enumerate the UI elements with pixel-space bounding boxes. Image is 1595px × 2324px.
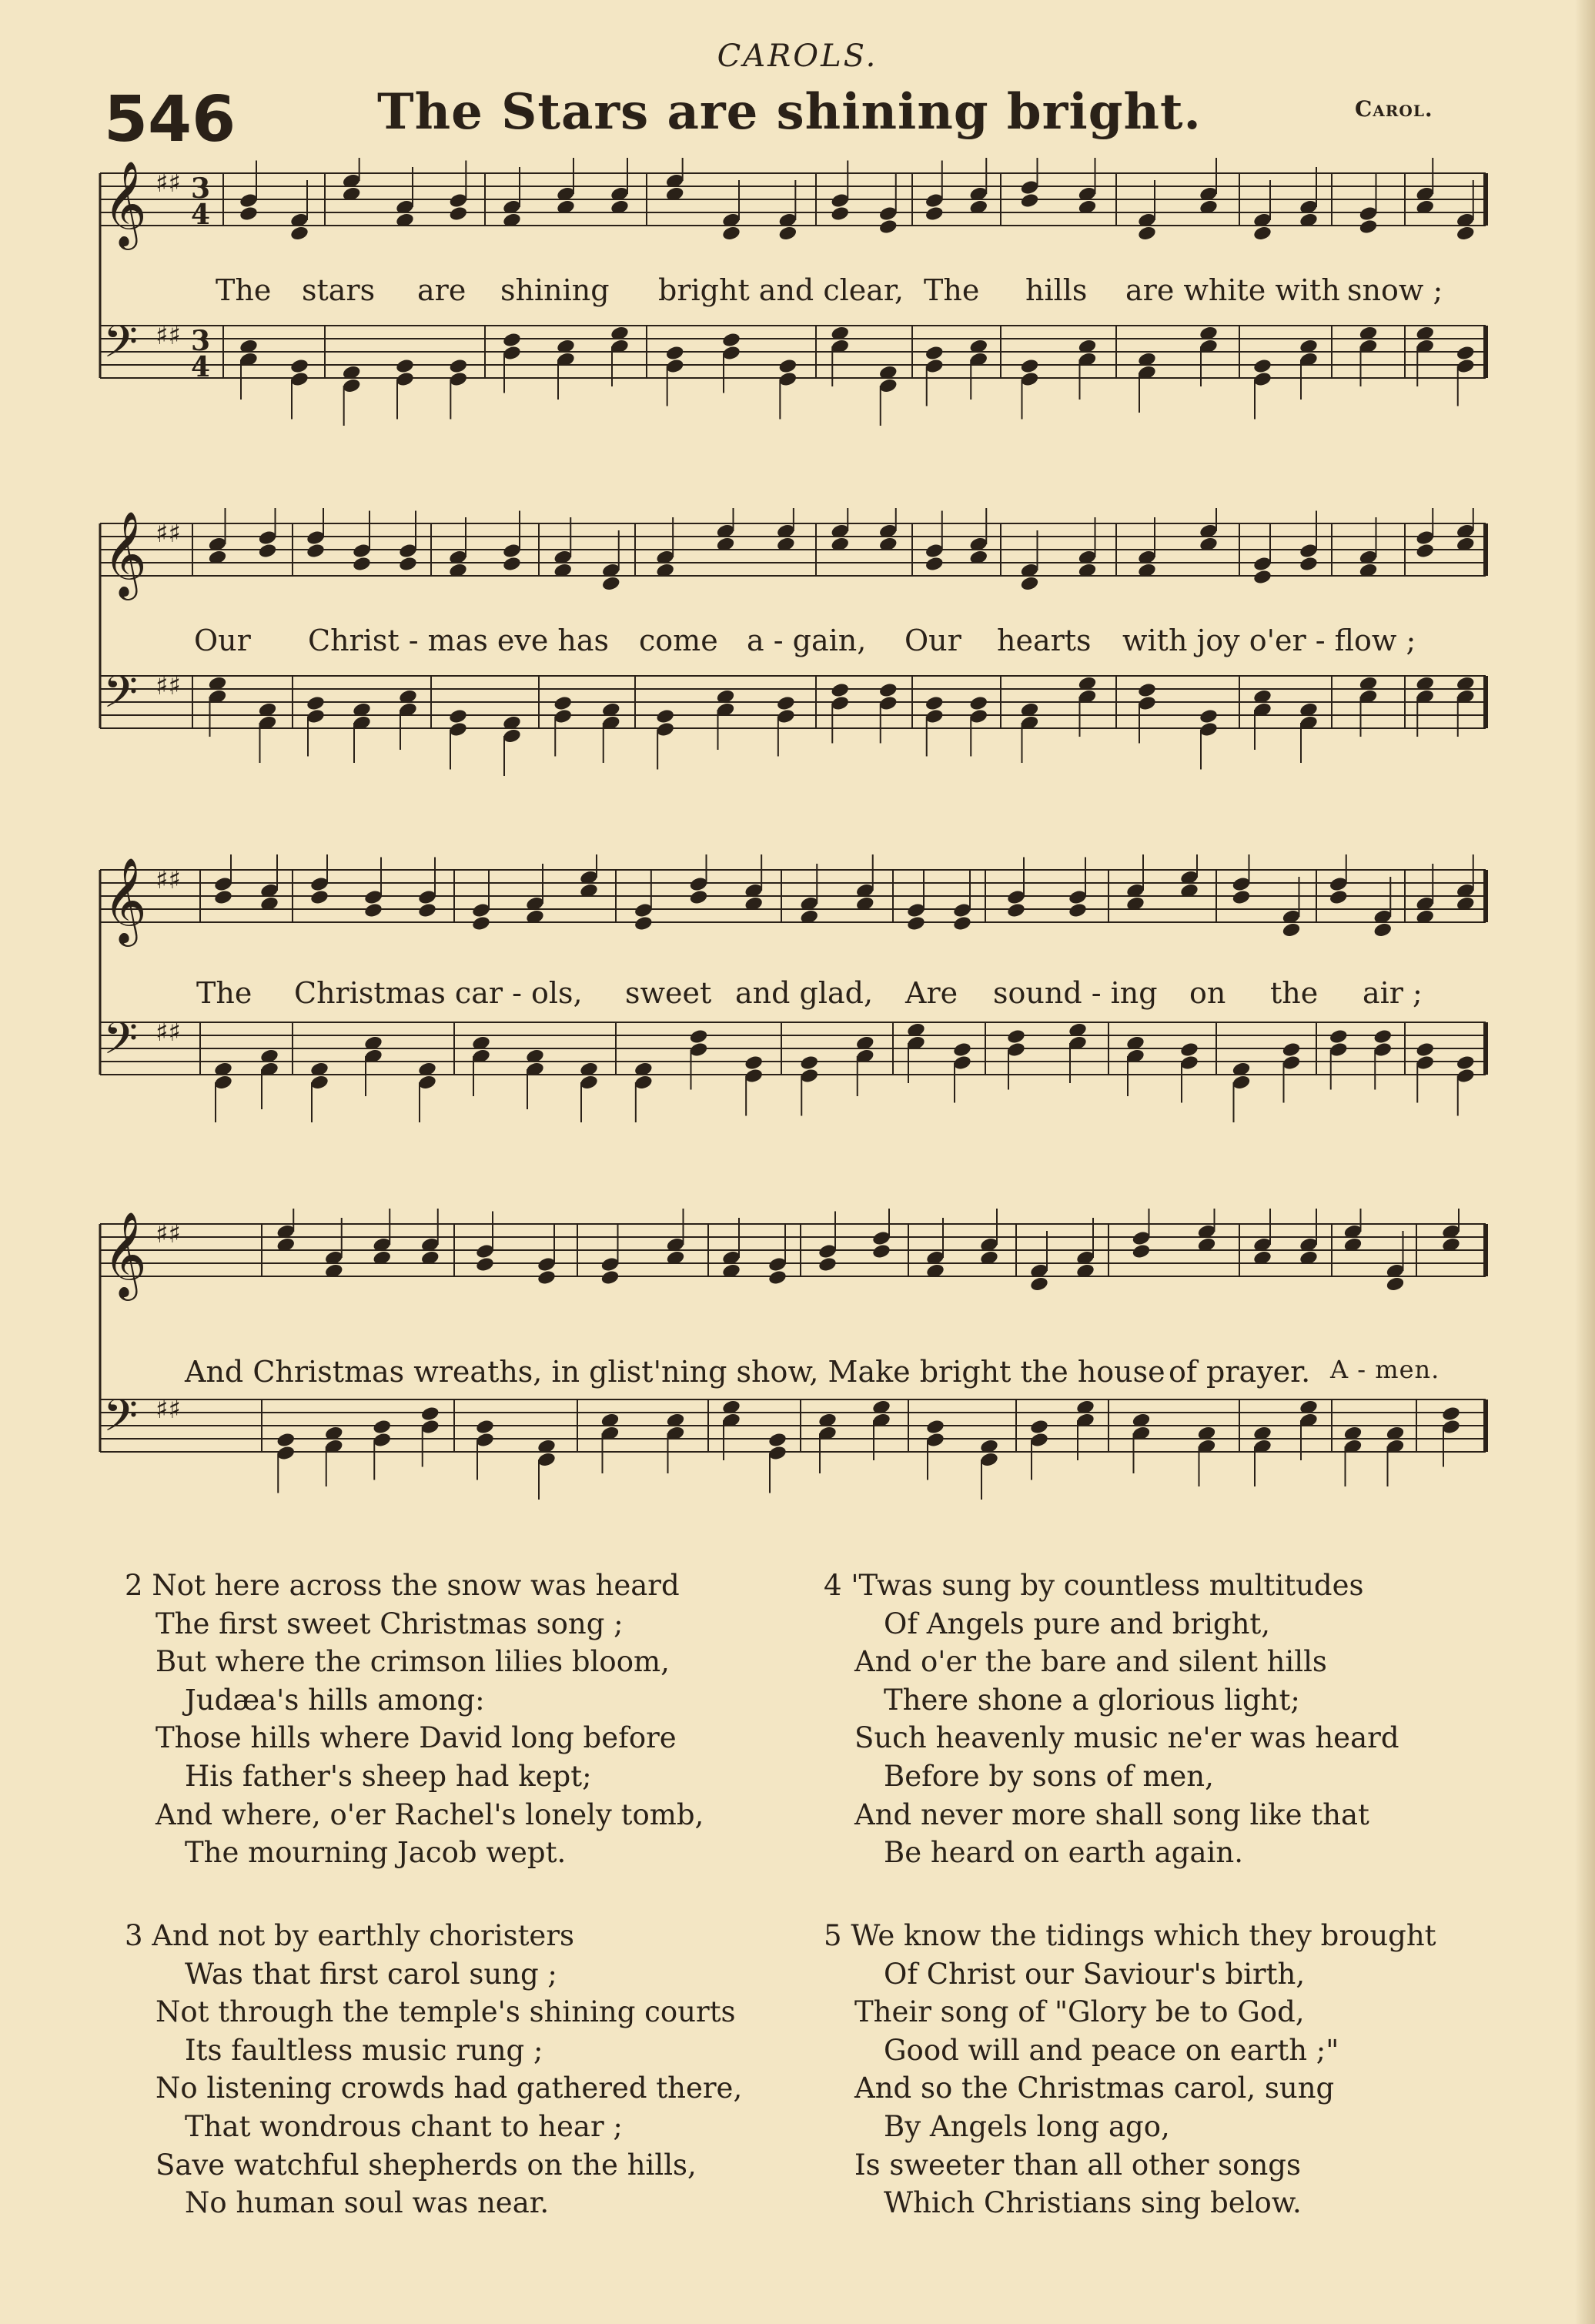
stanza-line: Their song of "Glory be to God, — [854, 1995, 1305, 2029]
lyric-word: sweet — [625, 976, 712, 1010]
lyric-word: stars — [302, 273, 376, 307]
stanza-line: And never more shall song like that — [854, 1797, 1369, 1831]
svg-text:𝄢: 𝄢 — [103, 316, 139, 379]
music-system-4 — [85, 1209, 1509, 1547]
lyric-word: with joy o'er - flow ; — [1122, 624, 1416, 657]
stanza-line: Good will and peace on earth ;" — [884, 2033, 1339, 2067]
stanza-line: By Angels long ago, — [884, 2109, 1170, 2143]
stanza-line — [125, 1917, 802, 1955]
additional-verses — [115, 1567, 1509, 2244]
svg-text:𝄞: 𝄞 — [103, 160, 147, 246]
lyric-word: The — [216, 273, 272, 307]
lyric-word: Are — [905, 976, 958, 1010]
stanza-line — [125, 1567, 802, 1605]
stanza-line — [824, 1917, 1501, 1955]
svg-text:♯♯: ♯♯ — [155, 1394, 181, 1425]
stanza-line: Was that first carol sung ; — [185, 1957, 557, 1991]
svg-text:3: 3 — [191, 325, 211, 357]
stanza-line-text: Not here across the snow was heard — [152, 1569, 680, 1602]
staff-pair-graphic — [85, 508, 1509, 816]
stanza-line: There shone a glorious light; — [884, 1683, 1300, 1717]
stanza-line — [824, 1567, 1501, 1605]
stanza-line: Save watchful shepherds on the hills, — [155, 2148, 697, 2182]
stanza-number: 5 — [824, 1919, 842, 1952]
lyric-word: Christmas car - ols, — [294, 976, 583, 1010]
stanza-line: Not through the temple's shining courts — [155, 1995, 736, 2029]
lyric-word: And Christmas wreaths, in glist'ning show, Make bright the house — [185, 1355, 1165, 1389]
svg-text:♯♯: ♯♯ — [155, 864, 181, 895]
music-system-3 — [85, 854, 1509, 1162]
stanza-line: Be heard on earth again. — [884, 1836, 1243, 1870]
lyric-word: shining — [500, 273, 610, 307]
svg-text:𝄞: 𝄞 — [103, 510, 147, 597]
svg-text:4: 4 — [191, 351, 211, 383]
svg-text:3: 3 — [191, 172, 211, 205]
stanza-line: Which Christians sing below. — [884, 2186, 1302, 2220]
lyric-word: of prayer. — [1169, 1355, 1311, 1389]
music-system-2 — [85, 508, 1509, 816]
lyric-word: a - gain, — [747, 624, 867, 657]
svg-text:♯♯: ♯♯ — [155, 518, 181, 549]
stanza-line: Those hills where David long before — [155, 1721, 677, 1755]
stanza-line: The mourning Jacob wept. — [185, 1836, 567, 1870]
svg-text:𝄞: 𝄞 — [103, 857, 147, 943]
music-system-1 — [85, 158, 1509, 443]
stanza-line-text: 'Twas sung by countless multitudes — [851, 1569, 1364, 1602]
svg-text:♯♯: ♯♯ — [155, 168, 181, 199]
stanza-line: That wondrous chant to hear ; — [185, 2109, 623, 2143]
lyric-word: hearts — [997, 624, 1092, 657]
lyric-word: and glad, — [735, 976, 874, 1010]
lyric-word: The — [924, 273, 980, 307]
running-head: CAROLS. — [717, 38, 878, 74]
svg-text:♯♯: ♯♯ — [155, 1219, 181, 1249]
hymn-number: 546 — [104, 83, 236, 156]
page-edge-shadow — [1575, 0, 1595, 2324]
lyric-word: come — [639, 624, 718, 657]
hymn-title: The Stars are shining bright. — [377, 83, 1202, 141]
svg-text:♯♯: ♯♯ — [155, 670, 181, 701]
stanza-line: No human soul was near. — [185, 2186, 550, 2220]
lyric-word: hills — [1025, 273, 1088, 307]
lyric-word: sound - ing — [993, 976, 1158, 1010]
lyric-word: are — [417, 273, 466, 307]
tune-label: Carol. — [1355, 96, 1433, 122]
svg-text:𝄢: 𝄢 — [103, 1012, 139, 1075]
stanza-line: Before by sons of men, — [884, 1759, 1214, 1793]
lyric-word: the — [1270, 976, 1319, 1010]
stanza-line: The first sweet Christmas song ; — [155, 1607, 624, 1640]
stanza-line: No listening crowds had gathered there, — [155, 2072, 743, 2105]
stanza-line-text: We know the tidings which they brought — [851, 1919, 1436, 1952]
svg-text:𝄢: 𝄢 — [103, 1389, 139, 1453]
stanza-line-text: And not by earthly choristers — [152, 1919, 575, 1952]
lyric-word: A - men. — [1330, 1355, 1440, 1384]
stanza-line: But where the crimson lilies bloom, — [155, 1645, 670, 1679]
stanza-line: Of Angels pure and bright, — [884, 1607, 1271, 1640]
lyric-word: snow ; — [1347, 273, 1443, 307]
lyric-word: are white with — [1125, 273, 1340, 307]
stanza-line: Is sweeter than all other songs — [854, 2148, 1301, 2182]
lyric-word: air ; — [1363, 976, 1423, 1010]
stanza-line: And where, o'er Rachel's lonely tomb, — [155, 1797, 704, 1831]
stanza-line: His father's sheep had kept; — [185, 1759, 592, 1793]
stanza-line: Of Christ our Saviour's birth, — [884, 1957, 1306, 1991]
stanza-line: And o'er the bare and silent hills — [854, 1645, 1327, 1679]
stanza-line: Its faultless music rung ; — [185, 2033, 543, 2067]
lyric-word: bright and clear, — [658, 273, 904, 307]
lyric-word: The — [196, 976, 252, 1010]
stanza-5 — [824, 1917, 1501, 2222]
stanza-2 — [125, 1567, 802, 1872]
stanza-3 — [125, 1917, 802, 2222]
stanza-number: 2 — [125, 1569, 143, 1602]
svg-text:♯♯: ♯♯ — [155, 1017, 181, 1048]
lyric-word: Our — [905, 624, 961, 657]
svg-text:𝄞: 𝄞 — [103, 1211, 147, 1297]
stanza-line: Judæa's hills among: — [185, 1683, 485, 1717]
staff-engraving — [100, 1209, 1486, 1500]
stanza-line: Such heavenly music ne'er was heard — [854, 1721, 1399, 1755]
stanza-number: 3 — [125, 1919, 143, 1952]
stanza-number: 4 — [824, 1569, 842, 1602]
lyric-word: on — [1189, 976, 1226, 1010]
lyric-word: Christ - mas eve has — [308, 624, 610, 657]
svg-text:𝄢: 𝄢 — [103, 666, 139, 729]
stanza-4 — [824, 1567, 1501, 1872]
svg-text:4: 4 — [191, 199, 211, 231]
svg-text:♯♯: ♯♯ — [155, 320, 181, 351]
lyric-word: Our — [194, 624, 251, 657]
stanza-line: And so the Christmas carol, sung — [854, 2072, 1335, 2105]
